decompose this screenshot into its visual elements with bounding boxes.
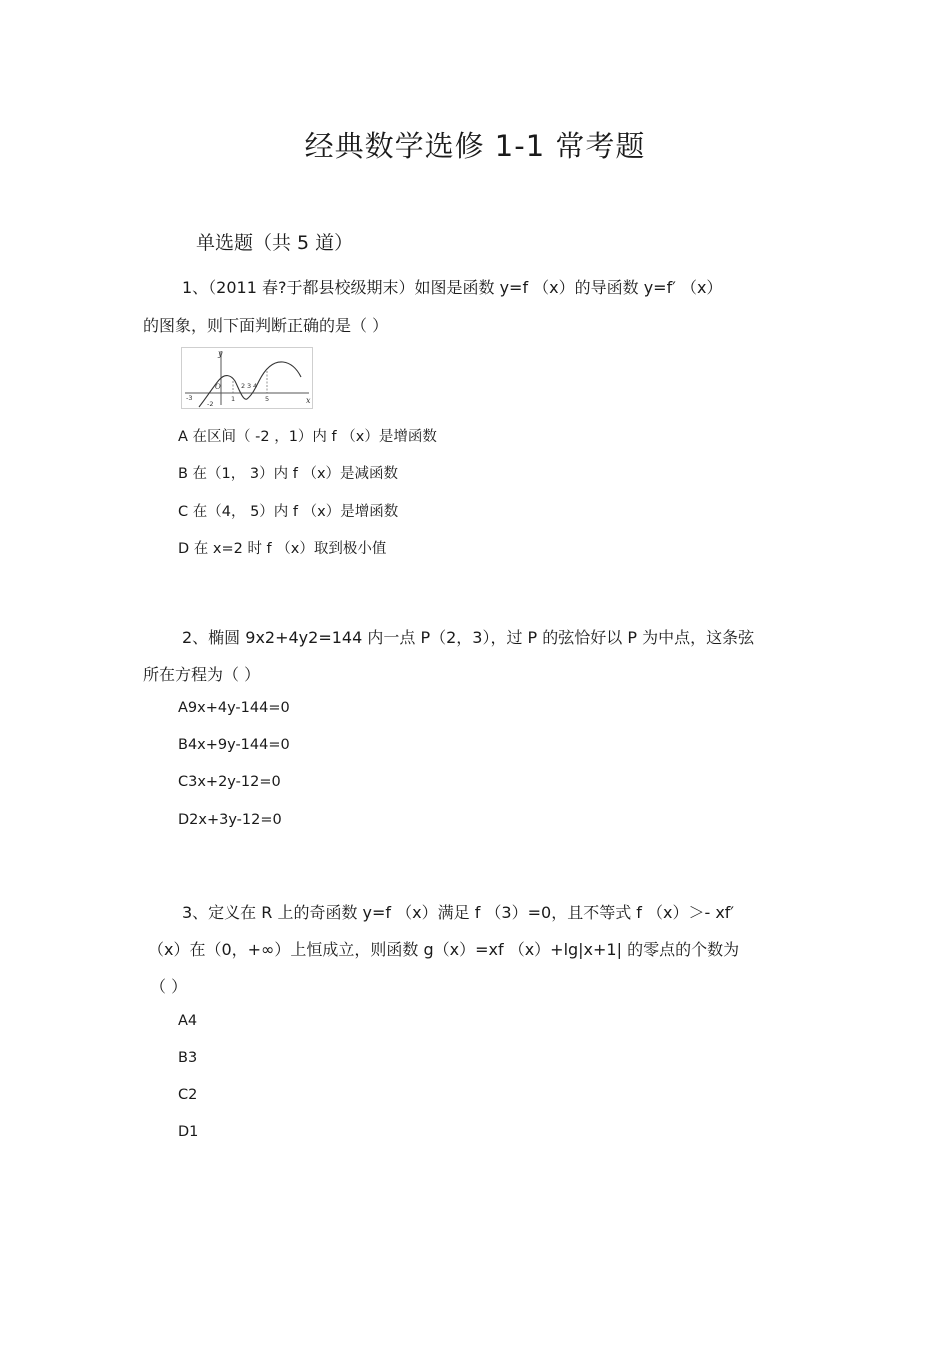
- question-2-option-c: C3x+2y-12=0: [178, 774, 281, 790]
- question-3-option-a: A4: [178, 1013, 198, 1029]
- question-1-stem-line-1: 1、（2011 春?于都县校级期末）如图是函数 y=f （x）的导函数 y=f′ （x）: [182, 278, 723, 297]
- origin-label: O: [215, 383, 221, 391]
- tick-label-2: 2: [241, 382, 246, 390]
- question-3-option-d: D1: [178, 1124, 199, 1140]
- question-1-stem-line-2: 的图象，则下面判断正确的是（ ）: [143, 316, 389, 335]
- tick-label-5: 5: [265, 395, 270, 403]
- page-title: 经典数学选修 1-1 常考题: [304, 129, 646, 163]
- question-3-stem-line-2: （x）在（0，+∞）上恒成立，则函数 g（x）=xf （x）+lg|x+1| 的零点的个数为: [148, 940, 740, 959]
- question-1-option-c: C 在（4， 5）内 f （x）是增函数: [178, 504, 399, 520]
- question-2-option-d: D2x+3y-12=0: [178, 812, 282, 828]
- tick-label-4: 4: [253, 382, 258, 390]
- question-1-option-d: D 在 x=2 时 f （x）取到极小值: [178, 541, 387, 557]
- question-2-stem-line-1: 2、椭圆 9x2+4y2=144 内一点 P（2，3），过 P 的弦恰好以 P 为中点，这条弦: [182, 628, 755, 647]
- question-3-option-c: C2: [178, 1087, 198, 1103]
- tick-label-neg2: -2: [207, 400, 214, 408]
- tick-label-3: 3: [247, 382, 252, 390]
- question-2-option-a: A9x+4y-144=0: [178, 700, 290, 716]
- tick-label-1: 1: [231, 395, 236, 403]
- x-axis-label: x: [306, 396, 311, 405]
- y-axis-label: y: [218, 349, 223, 358]
- question-2-option-b: B4x+9y-144=0: [178, 737, 290, 753]
- section-heading: 单选题（共 5 道）: [196, 232, 354, 254]
- question-3-stem-line-1: 3、定义在 R 上的奇函数 y=f （x）满足 f （3）=0，且不等式 f （x）＞- xf′: [182, 903, 735, 922]
- derivative-graph-figure: [181, 347, 313, 409]
- question-1-option-b: B 在（1， 3）内 f （x）是减函数: [178, 466, 399, 482]
- question-2-stem-line-2: 所在方程为（ ）: [143, 665, 261, 684]
- question-1-option-a: A 在区间（ -2 ，1）内 f （x）是增函数: [178, 429, 437, 445]
- question-3-stem-line-3: （ ）: [150, 977, 188, 996]
- question-3-option-b: B3: [178, 1050, 198, 1066]
- tick-label-neg3: -3: [186, 394, 193, 402]
